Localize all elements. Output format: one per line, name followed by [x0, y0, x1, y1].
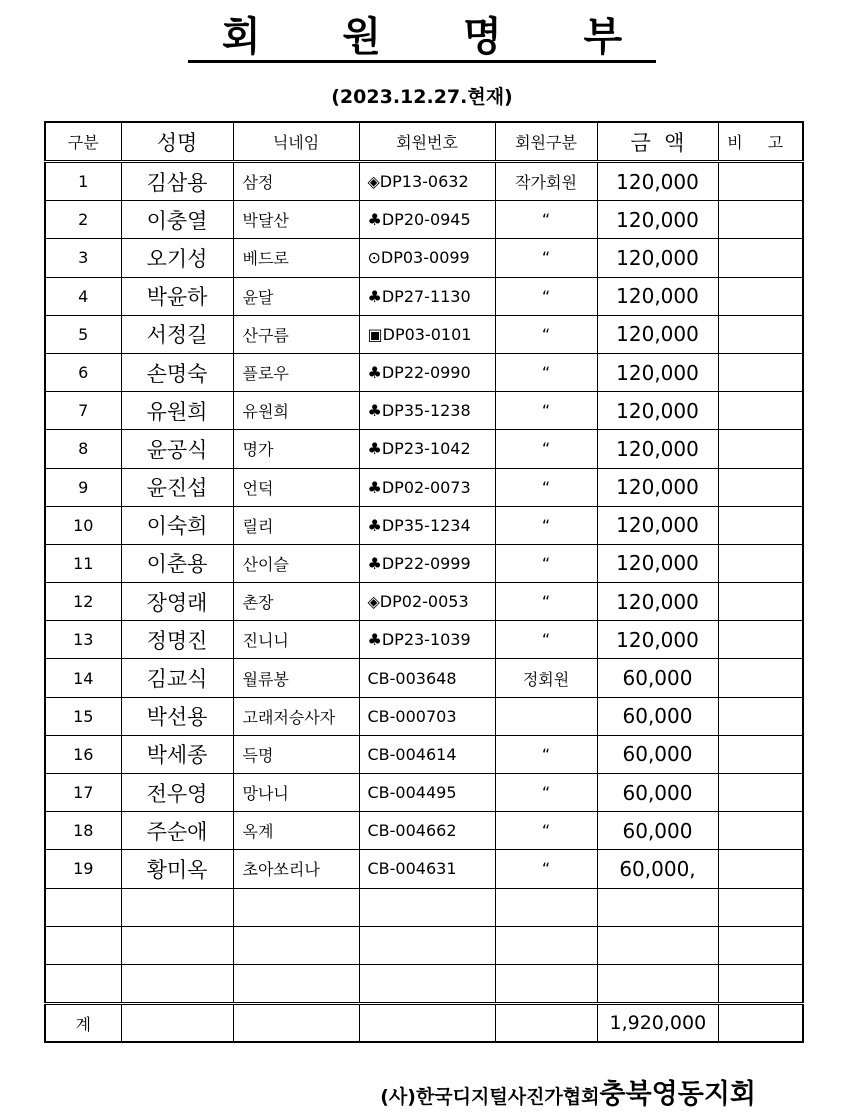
member-id: ⊙DP03-0099	[359, 239, 495, 277]
row-number: 12	[45, 583, 121, 621]
member-category: “	[495, 774, 597, 812]
member-amount: 120,000	[597, 392, 718, 430]
member-category: “	[495, 430, 597, 468]
col-header-no: 구분	[45, 122, 121, 162]
row-number: 15	[45, 697, 121, 735]
member-id	[359, 888, 495, 926]
member-note	[718, 392, 803, 430]
table-row	[45, 812, 803, 850]
member-amount	[597, 964, 718, 1003]
member-note	[718, 926, 803, 964]
member-category: “	[495, 735, 597, 773]
member-id: CB-004631	[359, 850, 495, 888]
member-nickname: 초아쏘리나	[233, 850, 359, 888]
member-name	[121, 964, 233, 1003]
member-category: “	[495, 277, 597, 315]
member-amount: 60,000,	[597, 850, 718, 888]
member-nickname: 월류봉	[233, 659, 359, 697]
col-header-nick: 닉네임	[233, 122, 359, 162]
member-note	[718, 583, 803, 621]
member-nickname: 산이슬	[233, 544, 359, 582]
member-id: ♣DP20-0945	[359, 201, 495, 239]
organization-footer	[380, 1072, 756, 1111]
total-cell-empty	[121, 1004, 233, 1043]
table-row	[45, 964, 803, 1003]
member-name: 장영래	[121, 583, 233, 621]
row-number: 9	[45, 468, 121, 506]
member-note	[718, 315, 803, 353]
table-row	[45, 583, 803, 621]
total-cell-empty	[495, 1004, 597, 1043]
table-row	[45, 392, 803, 430]
branch-name: 충북영동지회	[599, 1079, 756, 1110]
member-category: “	[495, 506, 597, 544]
member-nickname: 삼정	[233, 162, 359, 201]
member-nickname: 명가	[233, 430, 359, 468]
member-amount: 120,000	[597, 239, 718, 277]
member-name: 유원희	[121, 392, 233, 430]
member-amount	[597, 888, 718, 926]
member-name: 이충열	[121, 201, 233, 239]
member-name: 손명숙	[121, 353, 233, 391]
member-category: 정회원	[495, 659, 597, 697]
member-amount: 120,000	[597, 506, 718, 544]
member-name: 전우영	[121, 774, 233, 812]
row-number: 16	[45, 735, 121, 773]
table-row	[45, 239, 803, 277]
table-row	[45, 430, 803, 468]
row-number	[45, 888, 121, 926]
member-nickname	[233, 964, 359, 1003]
member-note	[718, 201, 803, 239]
row-number: 4	[45, 277, 121, 315]
col-header-name: 성명	[121, 122, 233, 162]
member-name	[121, 926, 233, 964]
member-amount: 120,000	[597, 162, 718, 201]
row-number: 8	[45, 430, 121, 468]
member-category	[495, 697, 597, 735]
member-id: CB-004614	[359, 735, 495, 773]
member-category	[495, 926, 597, 964]
member-note	[718, 888, 803, 926]
member-note	[718, 812, 803, 850]
member-id: ♣DP22-0990	[359, 353, 495, 391]
row-number: 6	[45, 353, 121, 391]
member-category: “	[495, 850, 597, 888]
row-number: 14	[45, 659, 121, 697]
member-id	[359, 926, 495, 964]
member-id: CB-003648	[359, 659, 495, 697]
table-row	[45, 506, 803, 544]
table-row	[45, 315, 803, 353]
table-row	[45, 697, 803, 735]
member-name: 이숙희	[121, 506, 233, 544]
total-row	[45, 1004, 803, 1043]
member-name: 주순애	[121, 812, 233, 850]
member-name: 윤진섭	[121, 468, 233, 506]
member-category: “	[495, 315, 597, 353]
member-roster-table	[44, 121, 804, 1043]
member-nickname: 망나니	[233, 774, 359, 812]
member-name: 박세종	[121, 735, 233, 773]
member-nickname: 언덕	[233, 468, 359, 506]
member-nickname: 촌장	[233, 583, 359, 621]
member-category: “	[495, 201, 597, 239]
member-name: 박윤하	[121, 277, 233, 315]
row-number: 10	[45, 506, 121, 544]
row-number: 2	[45, 201, 121, 239]
member-name: 이춘용	[121, 544, 233, 582]
member-nickname	[233, 888, 359, 926]
row-number	[45, 926, 121, 964]
total-cell-empty	[233, 1004, 359, 1043]
member-category: “	[495, 468, 597, 506]
member-amount: 120,000	[597, 277, 718, 315]
organization-name: (사)한국디지털사진가협회	[380, 1086, 600, 1108]
total-note	[718, 1004, 803, 1043]
member-id: CB-000703	[359, 697, 495, 735]
row-number: 3	[45, 239, 121, 277]
member-note	[718, 162, 803, 201]
member-note	[718, 659, 803, 697]
table-row	[45, 544, 803, 582]
row-number: 7	[45, 392, 121, 430]
member-note	[718, 964, 803, 1003]
member-note	[718, 239, 803, 277]
col-header-amount: 금 액	[597, 122, 718, 162]
table-row	[45, 850, 803, 888]
member-amount: 120,000	[597, 583, 718, 621]
member-nickname: 유원희	[233, 392, 359, 430]
member-nickname: 윤달	[233, 277, 359, 315]
table-row	[45, 735, 803, 773]
table-row	[45, 621, 803, 659]
member-note	[718, 506, 803, 544]
member-name: 황미옥	[121, 850, 233, 888]
member-amount: 120,000	[597, 353, 718, 391]
member-category: “	[495, 353, 597, 391]
member-amount: 120,000	[597, 468, 718, 506]
row-number: 17	[45, 774, 121, 812]
member-name	[121, 888, 233, 926]
member-note	[718, 774, 803, 812]
member-category: “	[495, 544, 597, 582]
member-note	[718, 353, 803, 391]
col-header-category: 회원구분	[495, 122, 597, 162]
member-nickname	[233, 926, 359, 964]
member-amount: 60,000	[597, 697, 718, 735]
row-number: 13	[45, 621, 121, 659]
row-number	[45, 964, 121, 1003]
member-note	[718, 430, 803, 468]
total-cell-empty	[359, 1004, 495, 1043]
member-note	[718, 621, 803, 659]
member-nickname: 고래저승사자	[233, 697, 359, 735]
member-id: ◈DP13-0632	[359, 162, 495, 201]
member-nickname: 득명	[233, 735, 359, 773]
member-name: 김삼용	[121, 162, 233, 201]
member-name: 오기성	[121, 239, 233, 277]
member-name: 서정길	[121, 315, 233, 353]
member-nickname: 옥계	[233, 812, 359, 850]
total-label: 계	[45, 1004, 121, 1043]
member-amount: 60,000	[597, 659, 718, 697]
col-header-member-id: 회원번호	[359, 122, 495, 162]
row-number: 11	[45, 544, 121, 582]
member-nickname: 진니니	[233, 621, 359, 659]
member-id: ♣DP02-0073	[359, 468, 495, 506]
member-category: “	[495, 239, 597, 277]
member-note	[718, 544, 803, 582]
table-row	[45, 926, 803, 964]
member-name: 김교식	[121, 659, 233, 697]
member-amount: 120,000	[597, 430, 718, 468]
member-category: 작가회원	[495, 162, 597, 201]
total-amount: 1,920,000	[597, 1004, 718, 1043]
member-id: ◈DP02-0053	[359, 583, 495, 621]
member-id: CB-004495	[359, 774, 495, 812]
member-amount: 60,000	[597, 735, 718, 773]
member-category: “	[495, 392, 597, 430]
table-row	[45, 468, 803, 506]
member-amount: 120,000	[597, 201, 718, 239]
member-nickname: 박달산	[233, 201, 359, 239]
member-amount	[597, 926, 718, 964]
member-id: CB-004662	[359, 812, 495, 850]
member-note	[718, 277, 803, 315]
member-note	[718, 735, 803, 773]
member-nickname: 릴리	[233, 506, 359, 544]
table-row	[45, 774, 803, 812]
row-number: 18	[45, 812, 121, 850]
member-category: “	[495, 621, 597, 659]
header-row	[45, 122, 803, 162]
col-header-note: 비 고	[718, 122, 803, 162]
member-category	[495, 964, 597, 1003]
member-id: ♣DP35-1238	[359, 392, 495, 430]
member-id: ♣DP23-1039	[359, 621, 495, 659]
member-id: ♣DP35-1234	[359, 506, 495, 544]
table-row	[45, 659, 803, 697]
table-row	[45, 277, 803, 315]
member-id: ♣DP27-1130	[359, 277, 495, 315]
table-row	[45, 162, 803, 201]
member-note	[718, 697, 803, 735]
member-name: 박선용	[121, 697, 233, 735]
member-name: 정명진	[121, 621, 233, 659]
member-id: ♣DP22-0999	[359, 544, 495, 582]
member-category: “	[495, 812, 597, 850]
member-id: ♣DP23-1042	[359, 430, 495, 468]
member-amount: 120,000	[597, 315, 718, 353]
member-amount: 60,000	[597, 774, 718, 812]
member-amount: 120,000	[597, 544, 718, 582]
row-number: 1	[45, 162, 121, 201]
member-amount: 60,000	[597, 812, 718, 850]
member-note	[718, 468, 803, 506]
member-nickname: 산구름	[233, 315, 359, 353]
member-name: 윤공식	[121, 430, 233, 468]
table-row	[45, 888, 803, 926]
member-category	[495, 888, 597, 926]
document-title: 회 원 명 부	[0, 14, 844, 63]
table-row	[45, 201, 803, 239]
table-row	[45, 353, 803, 391]
member-nickname: 베드로	[233, 239, 359, 277]
member-note	[718, 850, 803, 888]
member-id	[359, 964, 495, 1003]
row-number: 5	[45, 315, 121, 353]
member-nickname: 플로우	[233, 353, 359, 391]
member-amount: 120,000	[597, 621, 718, 659]
member-category: “	[495, 583, 597, 621]
as-of-date: (2023.12.27.현재)	[331, 86, 513, 108]
member-id: ▣DP03-0101	[359, 315, 495, 353]
row-number: 19	[45, 850, 121, 888]
